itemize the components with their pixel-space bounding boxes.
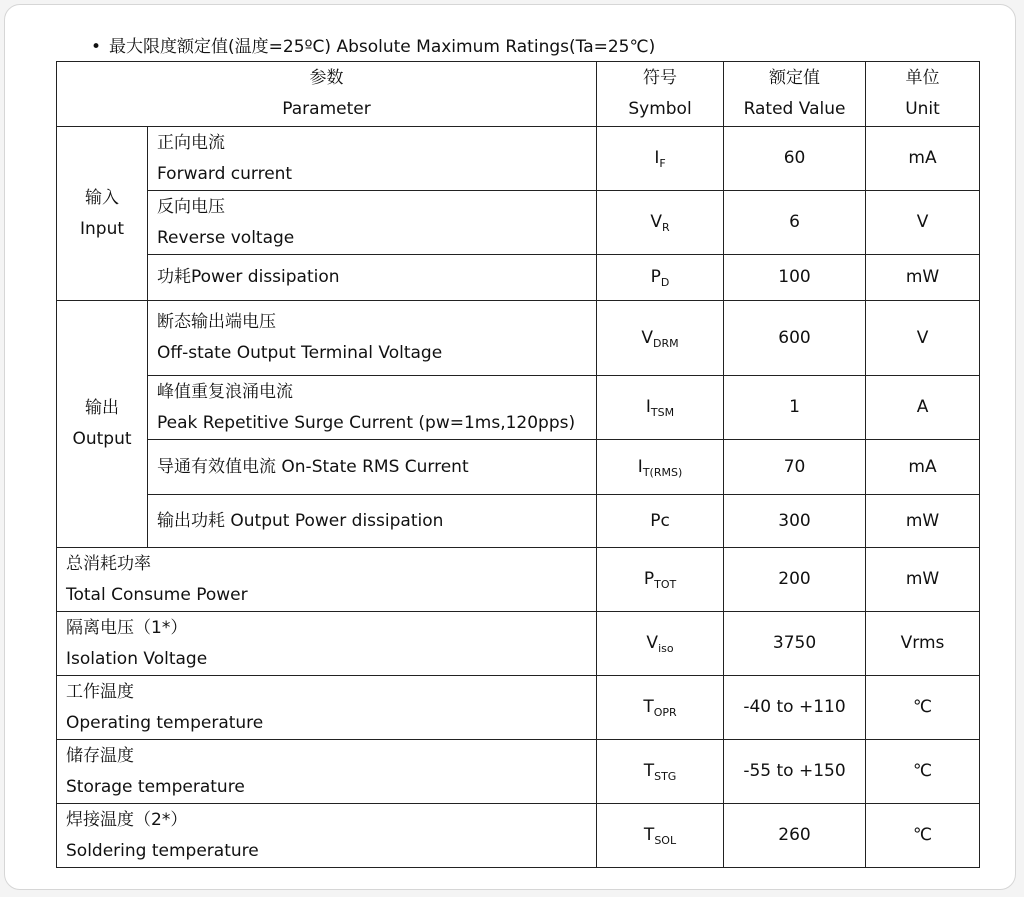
symbol-cell [597,612,724,676]
unit-cell: Vrms [866,612,980,676]
table-row [57,440,980,495]
symbol-main: Pc [650,510,670,531]
header-symbol-zh: 符号 [643,68,678,88]
parameter-en: Isolation Voltage [66,648,208,669]
symbol-subscript: D [660,276,670,289]
header-parameter-zh: 参数 [309,68,344,88]
parameter-en: Off-state Output Terminal Voltage [157,343,443,363]
group-input [57,127,148,301]
symbol-subscript: TSM [650,406,675,419]
parameter-cell [57,740,597,804]
document-card [4,4,1016,890]
parameter-zh: 焊接温度（2*） [66,809,188,830]
parameter-cell [57,548,597,612]
table-row [57,301,980,376]
symbol-main: P [643,569,655,589]
parameter-cell [148,127,597,191]
symbol-main: I [654,148,660,168]
parameter-zh: 正向电流 [157,132,225,153]
ratings-heading [91,35,655,59]
parameter-zh: 反向电压 [157,196,225,217]
value-cell: 100 [724,255,866,301]
parameter-cell [148,376,597,440]
unit-cell: mW [866,255,980,301]
value-cell: 260 [724,804,866,868]
parameter-zh: 隔离电压（1*） [66,617,188,638]
header-rated-value [724,62,866,127]
symbol-main: V [641,327,654,348]
symbol-cell [597,676,724,740]
parameter-zh: 总消耗功率 [66,553,151,574]
symbol-subscript: iso [658,642,674,655]
parameter-en: Storage temperature [66,776,245,797]
value-cell: 70 [724,440,866,495]
symbol-main: V [650,212,662,232]
parameter-en: Peak Repetitive Surge Current (pw=1ms,120pps) [157,412,576,433]
symbol-main: I [645,397,651,417]
parameter-cell [57,676,597,740]
value-cell: 1 [724,376,866,440]
value-cell: -55 to +150 [724,740,866,804]
symbol-subscript: OPR [653,706,677,719]
value-cell: 3750 [724,612,866,676]
unit-cell: mW [866,548,980,612]
unit-cell: ℃ [866,676,980,740]
table-row [57,127,980,191]
parameter-cell [148,495,597,548]
parameter-en: Reverse voltage [157,227,295,248]
header-symbol-en: Symbol [628,99,692,119]
parameter-cell [57,804,597,868]
table-row [57,804,980,868]
symbol-subscript: R [662,221,670,234]
value-cell: 60 [724,127,866,191]
symbol-cell [597,548,724,612]
parameter-zh: 峰值重复浪涌电流 [157,381,293,402]
value-cell: 200 [724,548,866,612]
symbol-main: T [643,697,654,717]
header-rated-zh: 额定值 [769,68,821,88]
parameter-en: Forward current [157,163,293,184]
header-parameter [57,62,597,127]
group-output-en: Output [72,429,132,449]
symbol-cell [597,495,724,548]
header-unit-en: Unit [905,99,940,119]
table-row [57,740,980,804]
value-cell: 6 [724,191,866,255]
symbol-subscript: SOL [654,834,677,847]
parameter-zh: 储存温度 [66,745,134,766]
value-cell: -40 to +110 [724,676,866,740]
table-row [57,676,980,740]
symbol-cell [597,376,724,440]
parameter-cell [148,301,597,376]
unit-cell: V [866,191,980,255]
table-row [57,495,980,548]
table-row [57,376,980,440]
symbol-subscript: T(RMS) [642,465,683,479]
unit-cell: mA [866,440,980,495]
value-cell: 600 [724,301,866,376]
symbol-main: V [646,633,659,653]
symbol-subscript: DRM [653,336,679,350]
parameter-en: Total Consume Power [66,584,248,605]
symbol-subscript: TOT [654,578,677,591]
parameter-zh: 断态输出端电压 [157,312,276,332]
symbol-main: P [650,267,661,287]
symbol-cell [597,804,724,868]
parameter-cell [57,612,597,676]
parameter-cell [148,191,597,255]
group-input-zh: 输入 [85,187,119,208]
group-input-en: Input [79,218,125,239]
parameter-cell [148,440,597,495]
parameter-en: Soldering temperature [66,840,259,861]
table-row [57,255,980,301]
header-parameter-en: Parameter [282,99,371,119]
group-output [57,301,148,548]
heading-text: 最大限度额定值(温度=25ºC) Absolute Maximum Ratings(Ta=25℃) [109,37,656,57]
symbol-cell [597,440,724,495]
unit-cell: ℃ [866,740,980,804]
symbol-cell [597,740,724,804]
symbol-subscript: F [659,157,666,170]
table-row [57,191,980,255]
unit-cell: mA [866,127,980,191]
symbol-subscript: STG [654,770,677,783]
symbol-main: I [637,456,643,477]
table-row [57,612,980,676]
symbol-cell [597,255,724,301]
parameter-zh: 工作温度 [66,681,134,702]
header-symbol [597,62,724,127]
table-row [57,548,980,612]
table-header-row [57,62,980,127]
symbol-main: T [643,761,655,781]
header-unit [866,62,980,127]
unit-cell: V [866,301,980,376]
unit-cell: mW [866,495,980,548]
parameter-cell [148,255,597,301]
symbol-main: T [643,825,655,845]
parameter-en: Operating temperature [66,712,264,733]
unit-cell: ℃ [866,804,980,868]
value-cell: 300 [724,495,866,548]
symbol-cell [597,127,724,191]
symbol-cell [597,191,724,255]
symbol-cell [597,301,724,376]
group-output-zh: 输出 [85,398,119,418]
ratings-table [56,61,980,868]
header-rated-en: Rated Value [743,99,846,119]
header-unit-zh: 单位 [905,68,940,88]
parameter-text: 导通有效值电流 On-State RMS Current [157,456,469,477]
parameter-text: 功耗Power dissipation [157,267,340,287]
unit-cell: A [866,376,980,440]
bullet-marker: • [91,37,102,57]
parameter-text: 输出功耗 Output Power dissipation [157,510,444,531]
